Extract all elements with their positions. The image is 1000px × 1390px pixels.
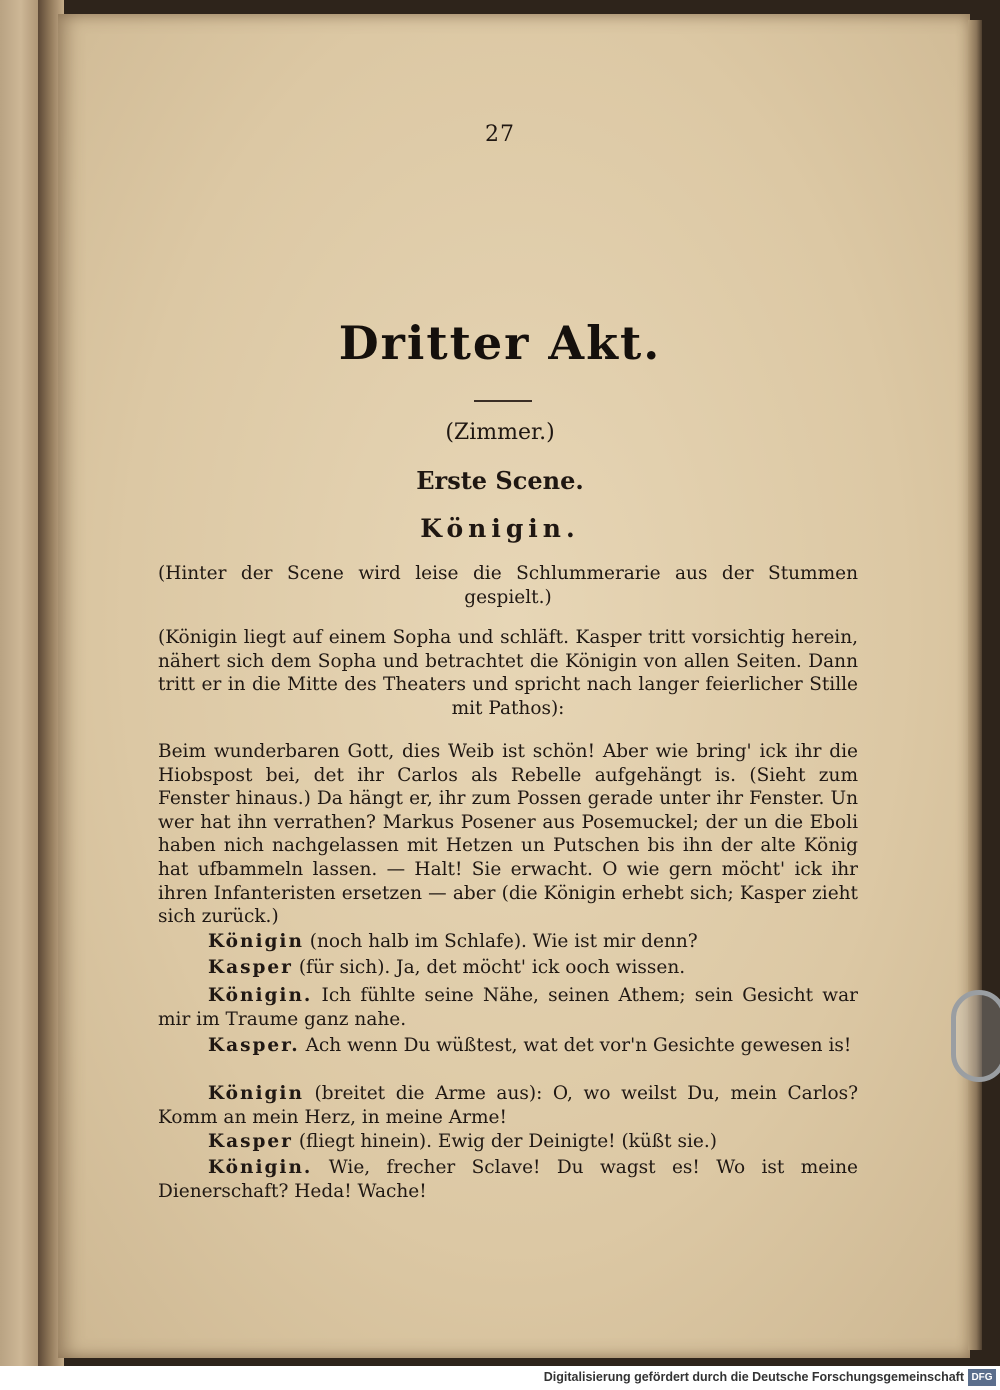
dialogue-text: (fliegt hinein). Ewig der Deinigte! (küßt sie.) — [292, 1131, 717, 1152]
stage-direction-entrance: (Königin liegt auf einem Sopha und schläft. Kasper tritt vorsichtig herein, nähert sich dem Sopha und betrachtet die Königin von allen Seiten. Dann tritt er in die Mitte des Theaters und spricht nach langer feierlicher Stille mit Pathos): — [158, 627, 858, 719]
dialogue-line — [158, 1156, 858, 1203]
dfg-logo: DFG — [968, 1369, 996, 1386]
dialogue-text: (breitet die Arme aus): O, wo weilst Du, mein Carlos? Komm an mein Herz, in meine Arme! — [158, 1083, 858, 1128]
speaker-name: Kasper — [208, 1131, 293, 1152]
page-stack-edge — [968, 20, 982, 1350]
dialogue-line — [158, 1034, 858, 1058]
scene-setting: (Zimmer.) — [445, 420, 555, 445]
footer-bar — [0, 1366, 1000, 1390]
dialogue-text: (für sich). Ja, det möcht' ick ooch wissen. — [292, 957, 686, 978]
speaker-name: Kasper — [208, 957, 293, 978]
scene-title: Erste Scene. — [416, 466, 584, 495]
dialogue-line — [158, 1082, 858, 1129]
speaker-name: Königin — [208, 1083, 304, 1104]
speaker-name: Kasper. — [208, 1035, 300, 1056]
dialogue-text: (noch halb im Schlafe). Wie ist mir denn? — [303, 931, 698, 952]
dialogue-line — [158, 1130, 858, 1154]
act-title: Dritter Akt. — [338, 316, 662, 370]
dialogue-line — [158, 984, 858, 1031]
dialogue-text: Ach wenn Du wüßtest, wat det vor'n Gesichte gewesen is! — [299, 1035, 852, 1056]
dialogue-line — [158, 956, 858, 980]
character-heading: Königin. — [420, 514, 580, 543]
digitization-credit: Digitalisierung gefördert durch die Deutsche Forschungsgemeinschaft — [543, 1370, 964, 1384]
stage-direction-music: (Hinter der Scene wird leise die Schlummerarie aus der Stummen gespielt.) — [158, 563, 858, 608]
page-number: 27 — [485, 122, 515, 147]
speaker-name: Königin — [208, 931, 304, 952]
dialogue-line — [158, 930, 858, 954]
speaker-name: Königin. — [208, 985, 313, 1006]
dialogue-text: Wie, frecher Sclave! Du wagst es! Wo ist meine Dienerschaft? Heda! Wache! — [158, 1157, 858, 1202]
dialogue-text: Ich fühlte seine Nähe, seinen Athem; sein Gesicht war mir im Traume ganz nahe. — [158, 985, 858, 1030]
kasper-monologue: Beim wunderbaren Gott, dies Weib ist schön! Aber wie bring' ick ihr die Hiobspost bei, det ihr Carlos als Rebelle aufgehängt is. (Sieht zum Fenster hinaus.) Da hängt er, ihr zum Possen gerade unter ihr Fenster. Un wer hat ihn verrathen? Markus Posener aus Posemuckel; der un die Eboli haben nich nachgelassen mit Hetzen un Putschen bis ihn der alte König hat ufbammeln lassen. — Halt! Sie erwacht. O wie gern möcht' ick ihr ihren Infanteristen ersetzen — aber (die Königin erhebt sich; Kasper zieht sich zurück.) — [158, 741, 858, 928]
clip-ring-icon — [951, 990, 1000, 1082]
title-divider — [474, 400, 532, 402]
speaker-name: Königin. — [208, 1157, 313, 1178]
